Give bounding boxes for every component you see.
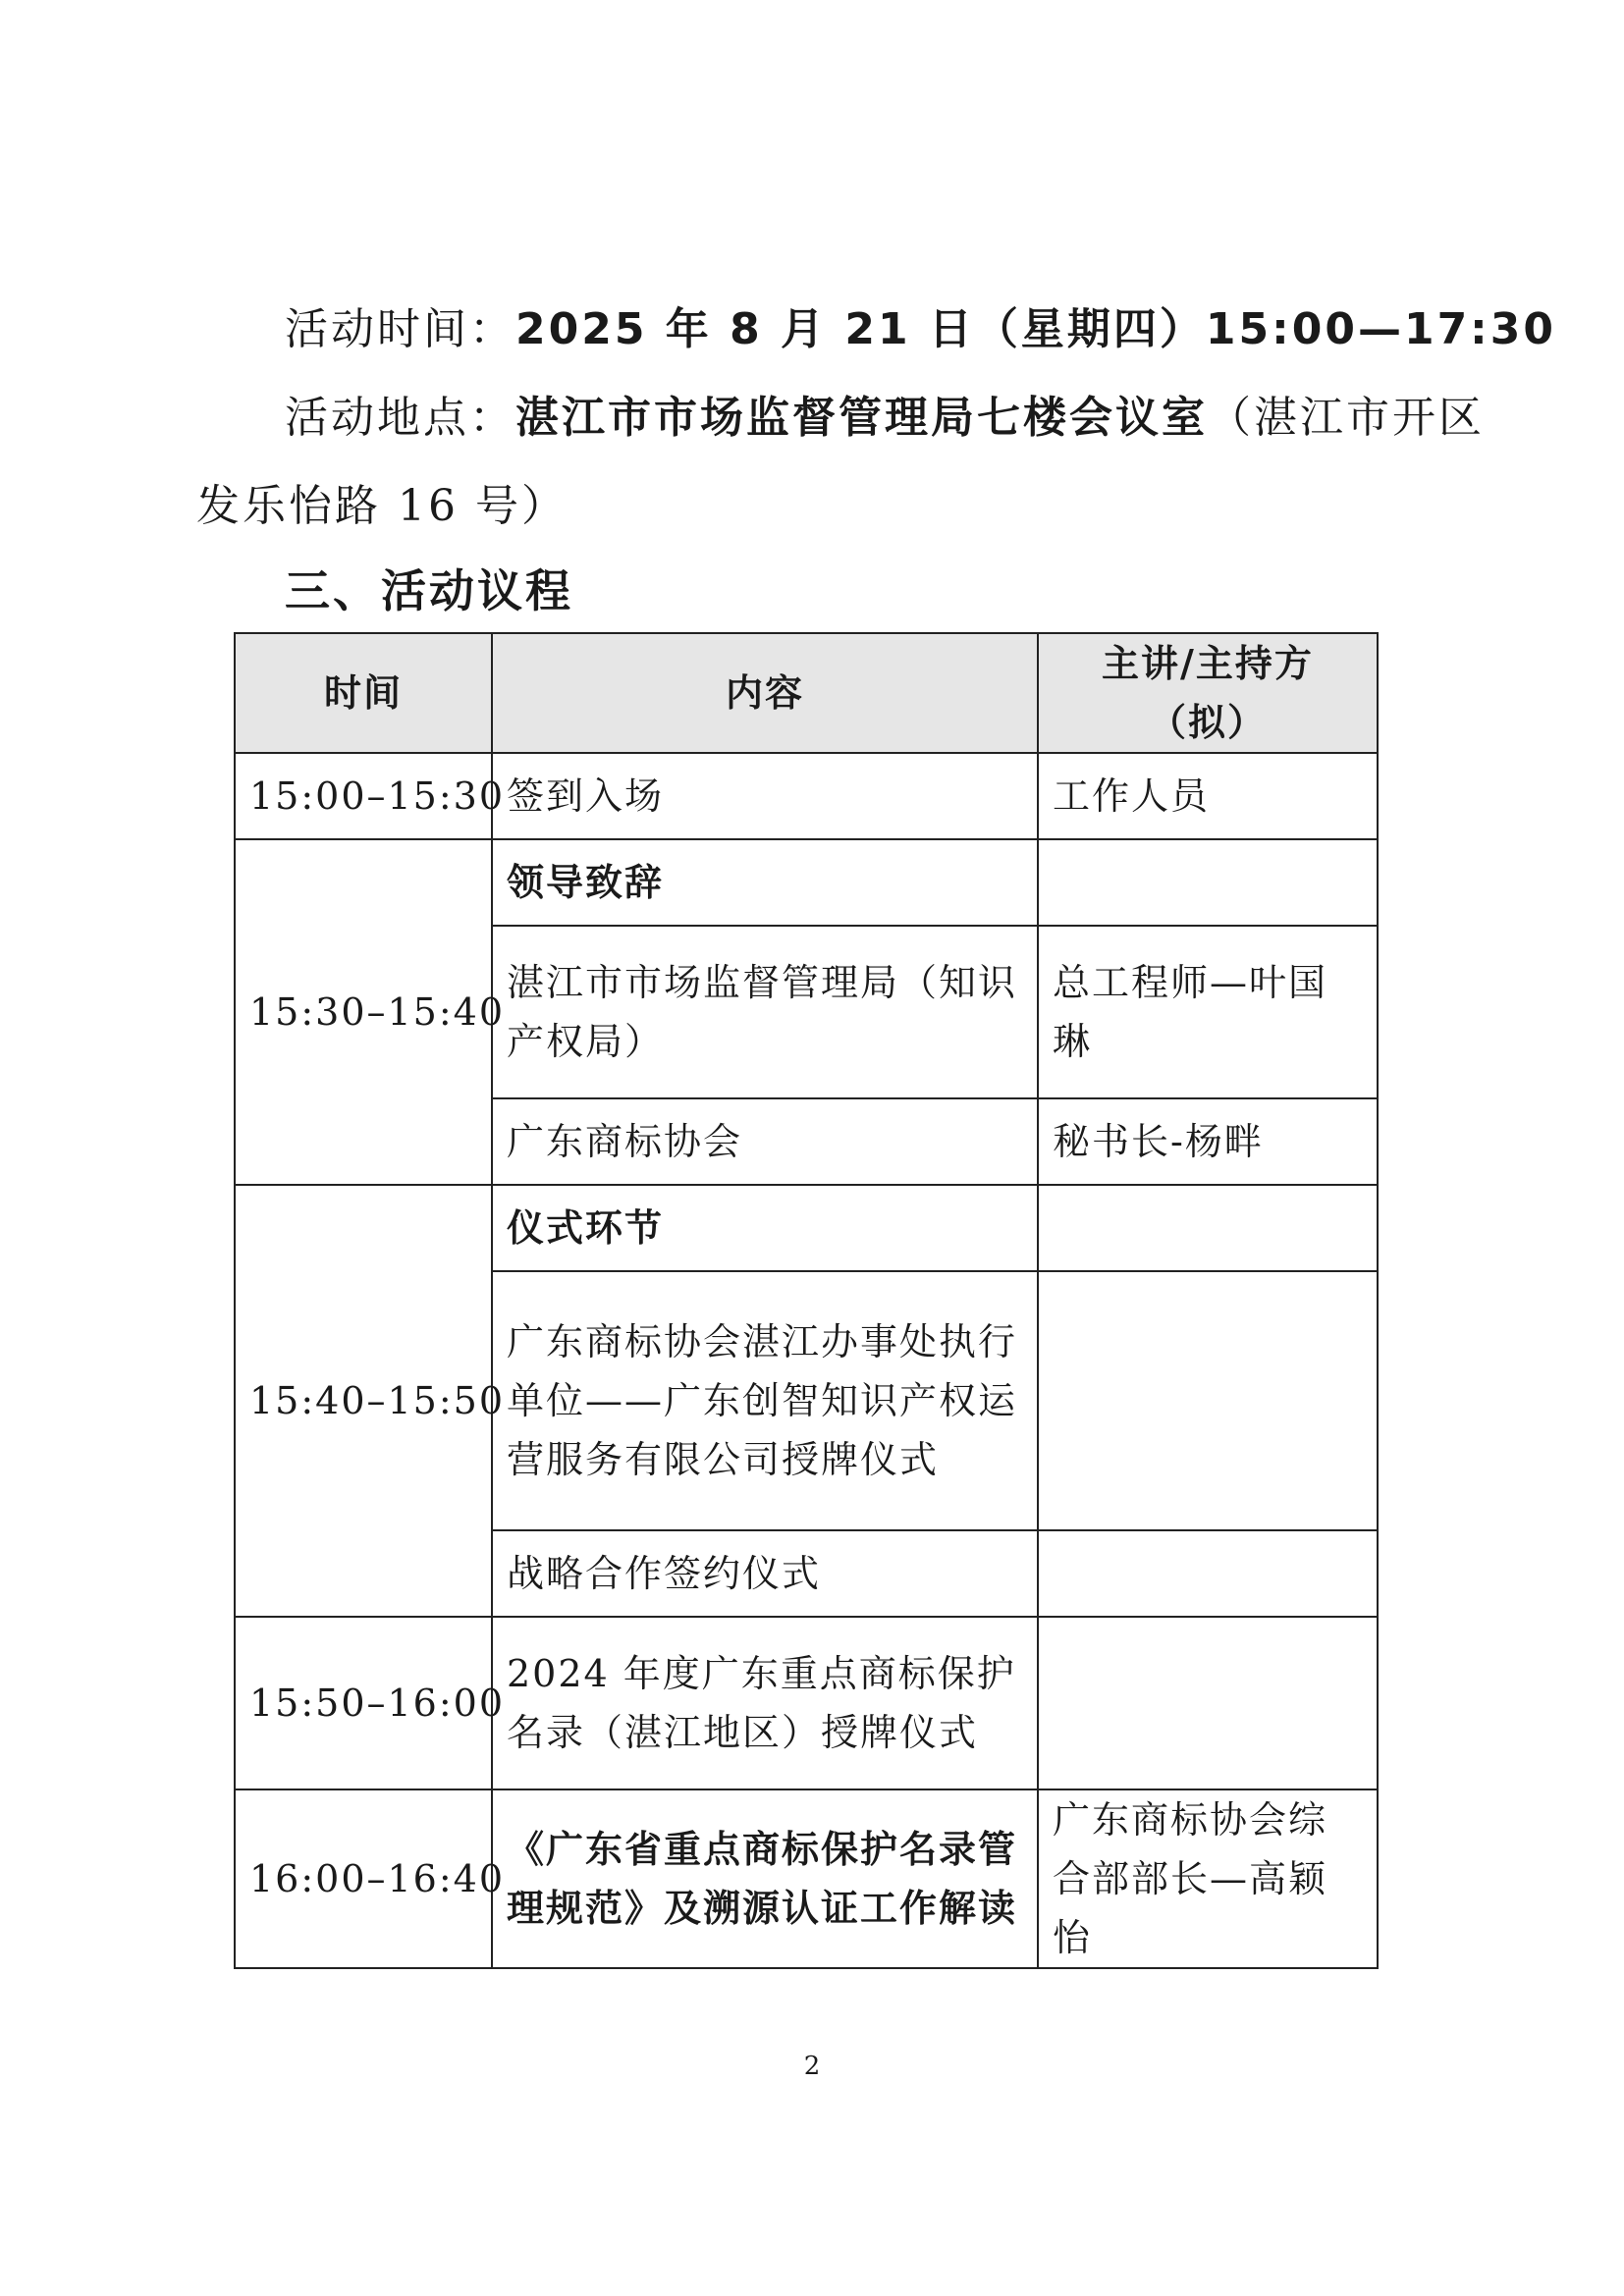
row-time: 15:30–15:40 (235, 839, 492, 1185)
row-content: 广东商标协会 (492, 1098, 1038, 1185)
event-time-value: 2025 年 8 月 21 日（星期四）15:00—17:30 (515, 304, 1557, 354)
row-host (1038, 1185, 1378, 1271)
row-time: 15:40–15:50 (235, 1185, 492, 1617)
row-host: 广东商标协会综合部部长—高颖怡 (1038, 1789, 1378, 1968)
table-row (235, 839, 1378, 926)
row-host: 工作人员 (1038, 753, 1378, 839)
row-content: 仪式环节 (492, 1185, 1038, 1271)
row-content: 2024 年度广东重点商标保护名录（湛江地区）授牌仪式 (492, 1617, 1038, 1789)
row-content: 签到入场 (492, 753, 1038, 839)
event-time-line (285, 300, 1556, 359)
header-time: 时间 (235, 633, 492, 753)
row-host (1038, 1530, 1378, 1617)
event-time-label: 活动时间： (285, 304, 515, 354)
row-content: 领导致辞 (492, 839, 1038, 926)
row-time: 15:50–16:00 (235, 1617, 492, 1789)
page-number: 2 (803, 2052, 821, 2081)
table-row (235, 753, 1378, 839)
row-time: 16:00–16:40 (235, 1789, 492, 1968)
event-place-address-part1: （湛江市开区 (1208, 393, 1485, 443)
table-row (235, 1789, 1378, 1968)
event-place-value: 湛江市市场监督管理局七楼会议室 (515, 393, 1208, 443)
table-row (235, 1617, 1378, 1789)
section-heading: 三、活动议程 (285, 564, 573, 617)
row-host (1038, 1617, 1378, 1789)
row-content: 广东商标协会湛江办事处执行单位——广东创智知识产权运营服务有限公司授牌仪式 (492, 1271, 1038, 1530)
table-row (235, 1185, 1378, 1271)
event-place-line (285, 389, 1485, 448)
event-place-address-line2: 发乐怡路 16 号） (196, 481, 568, 531)
row-time: 15:00–15:30 (235, 753, 492, 839)
event-place-label: 活动地点： (285, 393, 515, 443)
row-content: 湛江市市场监督管理局（知识产权局） (492, 926, 1038, 1098)
row-host: 总工程师—叶国琳 (1038, 926, 1378, 1098)
agenda-table (234, 632, 1379, 1969)
row-host (1038, 839, 1378, 926)
agenda-header-row (235, 633, 1378, 753)
row-host: 秘书长-杨畔 (1038, 1098, 1378, 1185)
header-content: 内容 (492, 633, 1038, 753)
row-content: 《广东省重点商标保护名录管理规范》及溯源认证工作解读 (492, 1789, 1038, 1968)
row-host (1038, 1271, 1378, 1530)
header-host: 主讲/主持方（拟） (1038, 633, 1378, 753)
row-content: 战略合作签约仪式 (492, 1530, 1038, 1617)
